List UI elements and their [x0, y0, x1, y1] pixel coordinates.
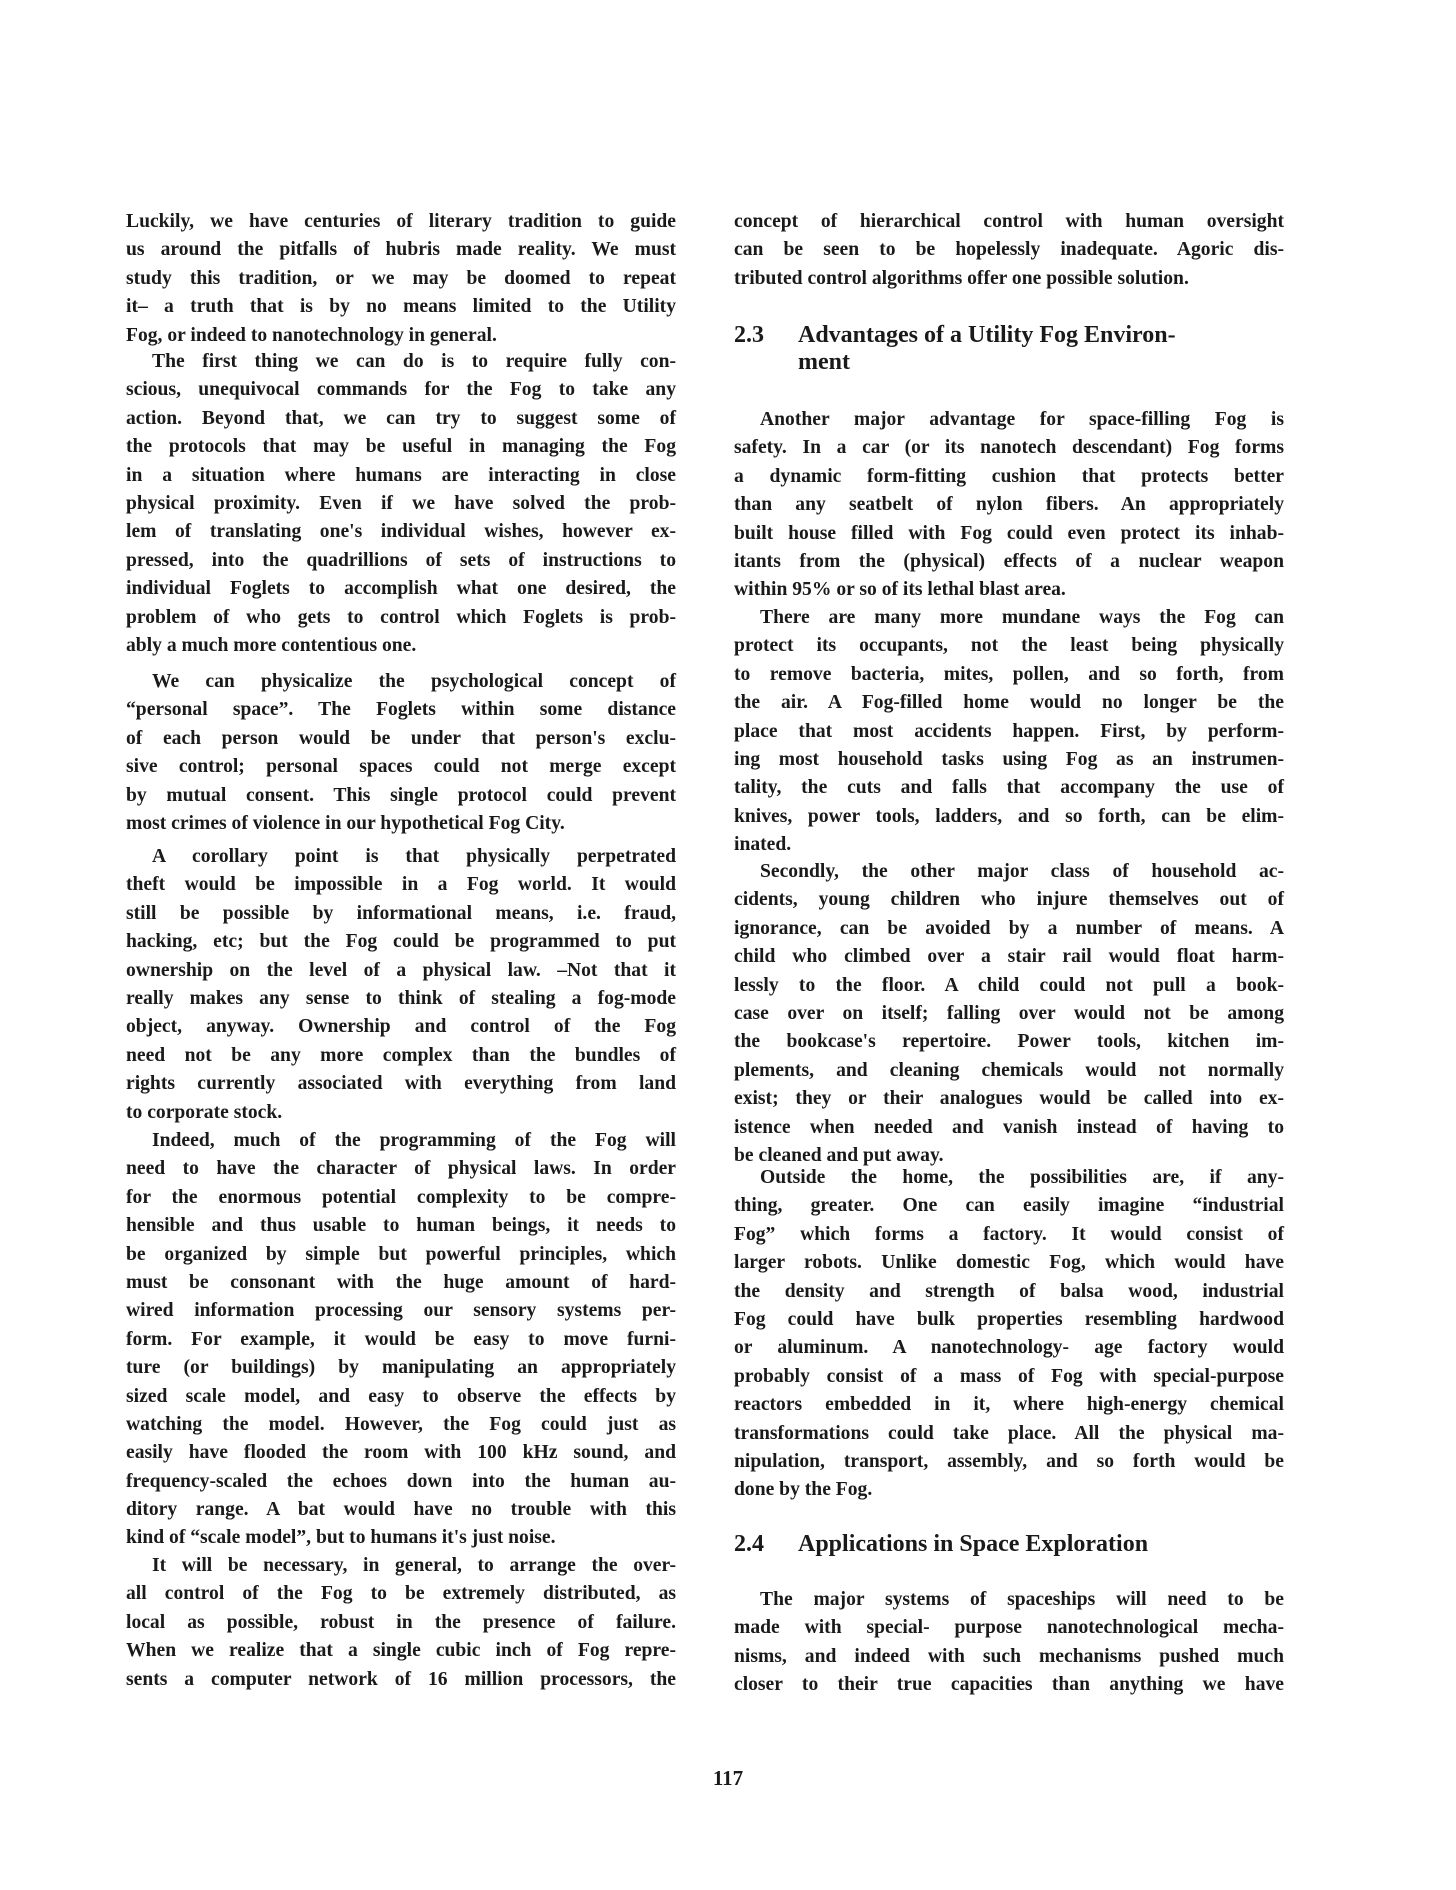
text-line: tributed control algorithms offer one possible solution.: [734, 267, 1189, 289]
right-paragraph-3: [734, 604, 1284, 860]
text-line: done by the Fog.: [734, 1479, 873, 1501]
text-line: larger robots. Unlike domestic Fog, which would have: [734, 1252, 1284, 1274]
text-line: watching the model. However, the Fog could just as: [126, 1413, 676, 1435]
section-heading-2-3: [734, 322, 1284, 376]
text-line: really makes any sense to think of stealing a fog-mode: [126, 987, 676, 1009]
text-line: knives, power tools, ladders, and so forth, can be elim-: [734, 805, 1284, 827]
text-line: be organized by simple but powerful principles, which: [126, 1243, 676, 1265]
text-line: Luckily, we have centuries of literary tradition to guide: [126, 211, 676, 232]
text-line: within 95% or so of its lethal blast area.: [734, 579, 1066, 601]
text-line: all control of the Fog to be extremely distributed, as: [126, 1583, 676, 1605]
text-line: most crimes of violence in our hypothetical Fog City.: [126, 812, 565, 834]
text-line: exist; they or their analogues would be called into ex-: [734, 1088, 1284, 1110]
text-line: be cleaned and put away.: [734, 1144, 944, 1166]
text-line: for the enormous potential complexity to be compre-: [126, 1186, 676, 1208]
text-line: closer to their true capacities than anything we have: [734, 1674, 1284, 1696]
text-line: It will be necessary, in general, to arrange the over-: [152, 1555, 676, 1576]
text-line: of each person would be under that person's exclu-: [126, 727, 676, 749]
text-line: “personal space”. The Foglets within some distance: [126, 699, 676, 721]
text-line: child who climbed over a stair rail would float harm-: [734, 946, 1284, 968]
text-line: ing most household tasks using Fog as an instrumen-: [734, 748, 1284, 770]
text-line: nisms, and indeed with such mechanisms pushed much: [734, 1645, 1284, 1667]
right-paragraph-1: [734, 208, 1284, 293]
text-line: protect its occupants, not the least being physically: [734, 635, 1284, 657]
text-line: form. For example, it would be easy to move furni-: [126, 1328, 676, 1350]
text-line: tality, the cuts and falls that accompany the use of: [734, 777, 1284, 799]
text-line: local as possible, robust in the presence of failure.: [126, 1611, 676, 1633]
text-line: Outside the home, the possibilities are, if any-: [760, 1167, 1284, 1188]
text-line: action. Beyond that, we can try to suggest some of: [126, 407, 676, 429]
text-line: Secondly, the other major class of household ac-: [760, 861, 1284, 882]
text-line: rights currently associated with everything from land: [126, 1073, 676, 1095]
text-line: plements, and cleaning chemicals would not normally: [734, 1059, 1284, 1081]
right-paragraph-2: [734, 406, 1284, 605]
text-line: thing, greater. One can easily imagine “industrial: [734, 1195, 1284, 1217]
text-line: or aluminum. A nanotechnology- age factory would: [734, 1337, 1284, 1359]
text-line: need to have the character of physical laws. In order: [126, 1158, 676, 1180]
text-line: problem of who gets to control which Foglets is prob-: [126, 606, 676, 628]
text-line: concept of hierarchical control with human oversight: [734, 211, 1284, 232]
text-line: hacking, etc; but the Fog could be programmed to put: [126, 931, 676, 953]
text-line: scious, unequivocal commands for the Fog to take any: [126, 379, 676, 401]
text-line: sive control; personal spaces could not merge except: [126, 756, 676, 778]
text-line: itants from the (physical) effects of a nuclear weapon: [734, 550, 1284, 572]
text-line: by mutual consent. This single protocol could prevent: [126, 784, 676, 806]
text-line: need not be any more complex than the bundles of: [126, 1044, 676, 1066]
text-line: it– a truth that is by no means limited to the Utility: [126, 296, 676, 318]
text-line: A corollary point is that physically perpetrated: [152, 846, 676, 867]
text-line: sents a computer network of 16 million processors, the: [126, 1668, 676, 1690]
text-line: Fog, or indeed to nanotechnology in general.: [126, 324, 497, 346]
section-title-line: Advantages of a Utility Fog Environ-: [798, 322, 1176, 348]
text-line: the density and strength of balsa wood, industrial: [734, 1280, 1284, 1302]
text-line: There are many more mundane ways the Fog can: [760, 607, 1284, 628]
text-line: to corporate stock.: [126, 1101, 283, 1123]
text-line: wired information processing our sensory systems per-: [126, 1300, 676, 1322]
text-line: study this tradition, or we may be doomed to repeat: [126, 267, 676, 289]
text-line: place that most accidents happen. First, by perform-: [734, 720, 1284, 742]
text-line: hensible and thus usable to human beings, it needs to: [126, 1215, 676, 1237]
text-line: kind of “scale model”, but to humans it's just noise.: [126, 1527, 556, 1549]
right-paragraph-4: [734, 858, 1284, 1170]
left-paragraph-6: [126, 1552, 676, 1694]
text-line: object, anyway. Ownership and control of the Fog: [126, 1016, 676, 1038]
text-line: pressed, into the quadrillions of sets of instructions to: [126, 549, 676, 571]
text-line: transformations could take place. All the physical ma-: [734, 1422, 1284, 1444]
text-line: case over on itself; falling over would not be among: [734, 1002, 1284, 1024]
text-line: Another major advantage for space-filling Fog is: [760, 409, 1284, 430]
section-title-line: Applications in Space Exploration: [798, 1531, 1149, 1557]
text-line: reactors embedded in it, where high-energy chemical: [734, 1394, 1284, 1416]
text-line: easily have flooded the room with 100 kHz sound, and: [126, 1442, 676, 1464]
left-paragraph-5: [126, 1127, 676, 1553]
text-line: safety. In a car (or its nanotech descendant) Fog forms: [734, 437, 1284, 459]
text-line: ditory range. A bat would have no trouble with this: [126, 1499, 676, 1521]
section-heading-2-4: [734, 1531, 1284, 1558]
text-line: theft would be impossible in a Fog world. It would: [126, 874, 676, 896]
text-line: than any seatbelt of nylon fibers. An appropriately: [734, 494, 1284, 516]
text-line: physical proximity. Even if we have solved the prob-: [126, 492, 676, 514]
section-number: 2.3: [734, 322, 764, 348]
text-line: ture (or buildings) by manipulating an appropriately: [126, 1357, 676, 1379]
text-line: the protocols that may be useful in managing the Fog: [126, 436, 676, 458]
text-line: individual Foglets to accomplish what one desired, the: [126, 578, 676, 600]
text-line: the bookcase's repertoire. Power tools, kitchen im-: [734, 1031, 1284, 1053]
left-paragraph-2: [126, 348, 676, 660]
text-line: istence when needed and vanish instead of having to: [734, 1116, 1284, 1138]
text-line: frequency-scaled the echoes down into the human au-: [126, 1470, 676, 1492]
right-paragraph-6: [734, 1586, 1284, 1700]
text-line: Fog” which forms a factory. It would consist of: [734, 1223, 1284, 1245]
text-line: cidents, young children who injure themselves out of: [734, 889, 1284, 911]
text-line: must be consonant with the huge amount of hard-: [126, 1271, 676, 1293]
left-paragraph-4: [126, 843, 676, 1127]
left-paragraph-3: [126, 668, 676, 838]
text-line: inated.: [734, 834, 792, 856]
text-line: in a situation where humans are interacting in close: [126, 464, 676, 486]
text-line: ably a much more contentious one.: [126, 634, 417, 656]
text-line: ownership on the level of a physical law. –Not that it: [126, 959, 676, 981]
text-line: The major systems of spaceships will need to be: [760, 1589, 1284, 1610]
section-number: 2.4: [734, 1531, 764, 1557]
text-line: ignorance, can be avoided by a number of means. A: [734, 917, 1284, 939]
text-line: lem of translating one's individual wishes, however ex-: [126, 521, 676, 543]
text-line: Fog could have bulk properties resembling hardwood: [734, 1308, 1284, 1330]
text-line: lessly to the floor. A child could not pull a book-: [734, 974, 1284, 996]
text-line: The first thing we can do is to require fully con-: [152, 351, 676, 372]
page-number: 117: [712, 1766, 744, 1790]
text-line: sized scale model, and easy to observe the effects by: [126, 1385, 676, 1407]
text-line: us around the pitfalls of hubris made reality. We must: [126, 239, 676, 261]
text-line: a dynamic form-fitting cushion that protects better: [734, 465, 1284, 487]
text-line: probably consist of a mass of Fog with special-purpose: [734, 1365, 1284, 1387]
left-paragraph-1: [126, 208, 676, 350]
text-line: made with special- purpose nanotechnological mecha-: [734, 1617, 1284, 1639]
text-line: nipulation, transport, assembly, and so forth would be: [734, 1450, 1284, 1472]
text-line: built house filled with Fog could even protect its inhab-: [734, 522, 1284, 544]
text-line: We can physicalize the psychological concept of: [152, 671, 676, 692]
text-line: When we realize that a single cubic inch of Fog repre-: [126, 1640, 676, 1662]
text-line: Indeed, much of the programming of the Fog will: [152, 1130, 676, 1151]
text-line: to remove bacteria, mites, pollen, and so forth, from: [734, 663, 1284, 685]
text-line: still be possible by informational means, i.e. fraud,: [126, 902, 676, 924]
text-line: can be seen to be hopelessly inadequate. Agoric dis-: [734, 239, 1284, 261]
text-line: the air. A Fog-filled home would no longer be the: [734, 692, 1284, 714]
right-paragraph-5: [734, 1164, 1284, 1505]
section-title-line: ment: [798, 349, 850, 375]
